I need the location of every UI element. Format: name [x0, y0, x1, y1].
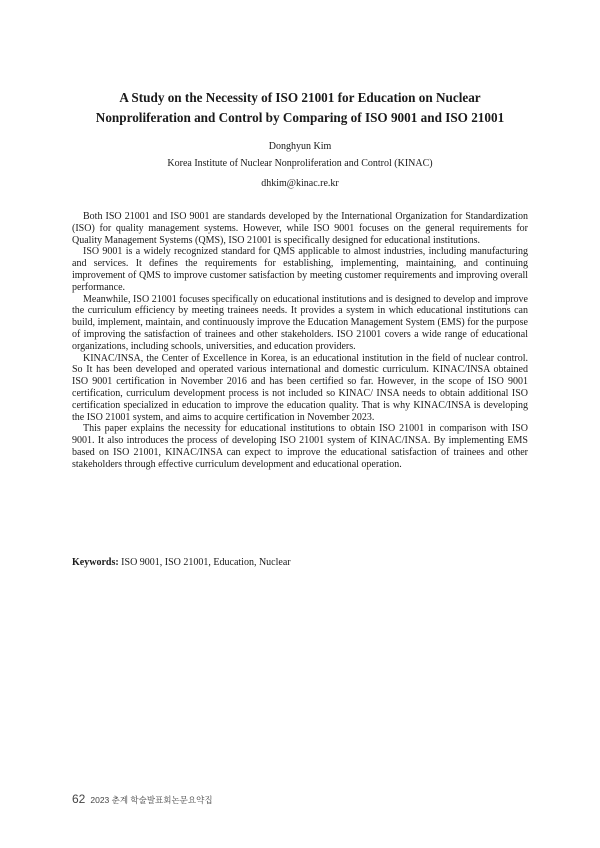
abstract-paragraph-1: Both ISO 21001 and ISO 9001 are standards developed by the International Organization for Standardization (ISO) for quality management systems. However, while ISO 9001 focuses on the general requirements for Quality Management Systems (QMS), ISO 21001 is specifically designed for educational institutions. — [72, 211, 528, 246]
author-affiliation: Korea Institute of Nuclear Nonproliferation and Control (KINAC) — [167, 158, 433, 169]
page-number: 62 — [72, 792, 86, 806]
abstract-paragraph-3: Meanwhile, ISO 21001 focuses specifically on educational institutions and is designed to develop and improve the curriculum efficiency by meeting trainees needs. It provides a system in which educational institutions can build, implement, maintain, and continuously improve the Education Management System (EMS) for the purpose of improving the satisfaction of trainees and other stakeholders. ISO 21001 covers a wide range of educational organizations, including schools, universities, and education providers. — [72, 293, 528, 352]
keywords — [72, 557, 528, 569]
abstract-paragraph-2: ISO 9001 is a widely recognized standard for QMS applicable to almost industries, including manufacturing and services. It defines the requirements for establishing, implementing, maintaining, and continuing improvement of QMS to improve customer satisfaction by meeting customer requirements and improving overall performance. — [72, 246, 528, 293]
keywords-list: ISO 9001, ISO 21001, Education, Nuclear — [118, 557, 291, 568]
paper-title — [60, 88, 540, 127]
abstract-paragraph-5: This paper explains the necessity for educational institutions to obtain ISO 21001 in comparison with ISO 9001. It also introduces the process of developing ISO 21001 system of KINAC/INSA. By implementing EMS based on ISO 21001, KINAC/INSA can expect to improve the educational satisfaction of trainees and other stakeholders through effective curriculum development and educational operation. — [72, 423, 528, 470]
title-line-2: Nonproliferation and Control by Comparing of ISO 9001 and ISO 21001 — [95, 109, 505, 125]
abstract — [72, 211, 528, 471]
abstract-paragraph-4: KINAC/INSA, the Center of Excellence in Korea, is an educational institution in the field of nuclear control. So It has been developed and operated various international and domestic curriculum. KINAC/INSA obtained ISO 9001 certification in November 2016 and has been certified so far. However, in the scope of ISO 9001 certification, curriculum development process is not included so KINAC/ INSA needs to obtain additional ISO certification specialized in education to improve the education quality. That is why KINAC/INSA is developing the ISO 21001 system, and aims to acquire certification in November 2023. — [72, 352, 528, 423]
page-footer — [72, 790, 472, 808]
footer-proceedings-title: 2023 춘계 학술발표회논문요약집 — [90, 795, 213, 805]
author-name: Donghyun Kim — [268, 141, 332, 152]
keywords-label: Keywords: — [72, 557, 119, 568]
author-email: dhkim@kinac.re.kr — [261, 178, 339, 189]
title-line-1: A Study on the Necessity of ISO 21001 for Education on Nuclear — [119, 90, 481, 105]
